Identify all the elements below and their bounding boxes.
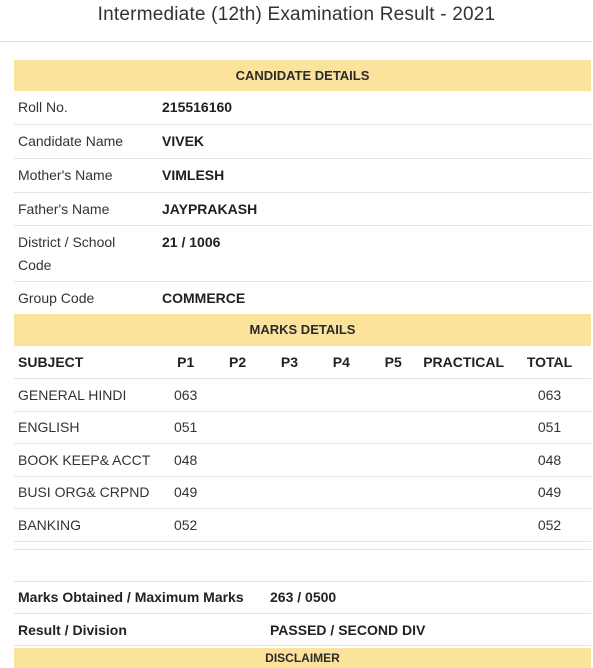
col-p2: P2 bbox=[212, 346, 264, 379]
p1-cell: 063 bbox=[160, 379, 212, 412]
col-subject: SUBJECT bbox=[14, 346, 160, 379]
candidate-details-heading: CANDIDATE DETAILS bbox=[14, 60, 591, 91]
table-spacer bbox=[14, 542, 591, 550]
total-cell: 063 bbox=[508, 379, 591, 412]
p3-cell bbox=[264, 379, 316, 412]
candidate-row bbox=[14, 226, 591, 282]
subject-cell: BANKING bbox=[14, 509, 160, 542]
marks-details-table bbox=[14, 346, 591, 542]
p2-cell bbox=[212, 444, 264, 477]
father-name-label: Father's Name bbox=[14, 193, 158, 226]
candidate-row bbox=[14, 125, 591, 159]
result-division-label: Result / Division bbox=[14, 614, 266, 646]
subject-cell: BOOK KEEP& ACCT bbox=[14, 444, 160, 477]
p2-cell bbox=[212, 476, 264, 509]
p3-cell bbox=[264, 444, 316, 477]
p5-cell bbox=[367, 509, 419, 542]
p2-cell bbox=[212, 509, 264, 542]
p3-cell bbox=[264, 411, 316, 444]
p1-cell: 048 bbox=[160, 444, 212, 477]
disclaimer-heading: DISCLAIMER bbox=[14, 648, 591, 668]
candidate-name-value: VIVEK bbox=[158, 125, 591, 159]
p4-cell bbox=[315, 444, 367, 477]
marks-obtained-label: Marks Obtained / Maximum Marks bbox=[14, 582, 266, 614]
p1-cell: 051 bbox=[160, 411, 212, 444]
p4-cell bbox=[315, 379, 367, 412]
col-p4: P4 bbox=[315, 346, 367, 379]
candidate-details-table bbox=[14, 91, 591, 314]
subject-cell: ENGLISH bbox=[14, 411, 160, 444]
practical-cell bbox=[419, 411, 508, 444]
p4-cell bbox=[315, 509, 367, 542]
p5-cell bbox=[367, 444, 419, 477]
p4-cell bbox=[315, 411, 367, 444]
section-gap bbox=[14, 550, 591, 582]
district-school-code-label: District / School Code bbox=[14, 226, 158, 282]
p5-cell bbox=[367, 379, 419, 412]
p3-cell bbox=[264, 476, 316, 509]
table-row bbox=[14, 476, 591, 509]
p2-cell bbox=[212, 379, 264, 412]
group-code-label: Group Code bbox=[18, 290, 95, 306]
district-school-code-value: 21 / 1006 bbox=[158, 226, 591, 282]
col-practical: PRACTICAL bbox=[419, 346, 508, 379]
table-row bbox=[14, 411, 591, 444]
candidate-row bbox=[14, 91, 591, 125]
marks-details-heading: MARKS DETAILS bbox=[14, 314, 591, 346]
roll-no-label: Roll No. bbox=[14, 91, 158, 125]
result-summary-table bbox=[14, 582, 591, 647]
p3-cell bbox=[264, 509, 316, 542]
result-content bbox=[14, 60, 591, 646]
subject-cell: GENERAL HINDI bbox=[14, 379, 160, 412]
practical-cell bbox=[419, 379, 508, 412]
group-code-value: COMMERCE bbox=[162, 290, 246, 306]
col-p3: P3 bbox=[264, 346, 316, 379]
table-row bbox=[14, 379, 591, 412]
total-cell: 048 bbox=[508, 444, 591, 477]
candidate-row bbox=[14, 159, 591, 193]
candidate-row bbox=[14, 193, 591, 226]
result-division-value: PASSED / SECOND DIV bbox=[266, 614, 591, 646]
p1-cell: 052 bbox=[160, 509, 212, 542]
summary-row bbox=[14, 614, 591, 646]
practical-cell bbox=[419, 509, 508, 542]
p5-cell bbox=[367, 476, 419, 509]
total-cell: 049 bbox=[508, 476, 591, 509]
father-name-value: JAYPRAKASH bbox=[158, 193, 591, 226]
marks-header-row bbox=[14, 346, 591, 379]
candidate-name-label: Candidate Name bbox=[14, 125, 158, 159]
candidate-row bbox=[14, 282, 591, 315]
p2-cell bbox=[212, 411, 264, 444]
mother-name-value: VIMLESH bbox=[158, 159, 591, 193]
total-cell: 051 bbox=[508, 411, 591, 444]
table-row bbox=[14, 509, 591, 542]
practical-cell bbox=[419, 476, 508, 509]
summary-row bbox=[14, 582, 591, 614]
mother-name-label: Mother's Name bbox=[14, 159, 158, 193]
p1-cell: 049 bbox=[160, 476, 212, 509]
marks-obtained-value: 263 / 0500 bbox=[266, 582, 591, 614]
subject-cell: BUSI ORG& CRPND bbox=[14, 476, 160, 509]
page-title: Intermediate (12th) Examination Result - 2021 bbox=[0, 0, 593, 42]
practical-cell bbox=[419, 444, 508, 477]
p4-cell bbox=[315, 476, 367, 509]
col-p5: P5 bbox=[367, 346, 419, 379]
col-total: TOTAL bbox=[508, 346, 591, 379]
p5-cell bbox=[367, 411, 419, 444]
table-row bbox=[14, 444, 591, 477]
roll-no-value: 215516160 bbox=[158, 91, 591, 125]
col-p1: P1 bbox=[160, 346, 212, 379]
total-cell: 052 bbox=[508, 509, 591, 542]
